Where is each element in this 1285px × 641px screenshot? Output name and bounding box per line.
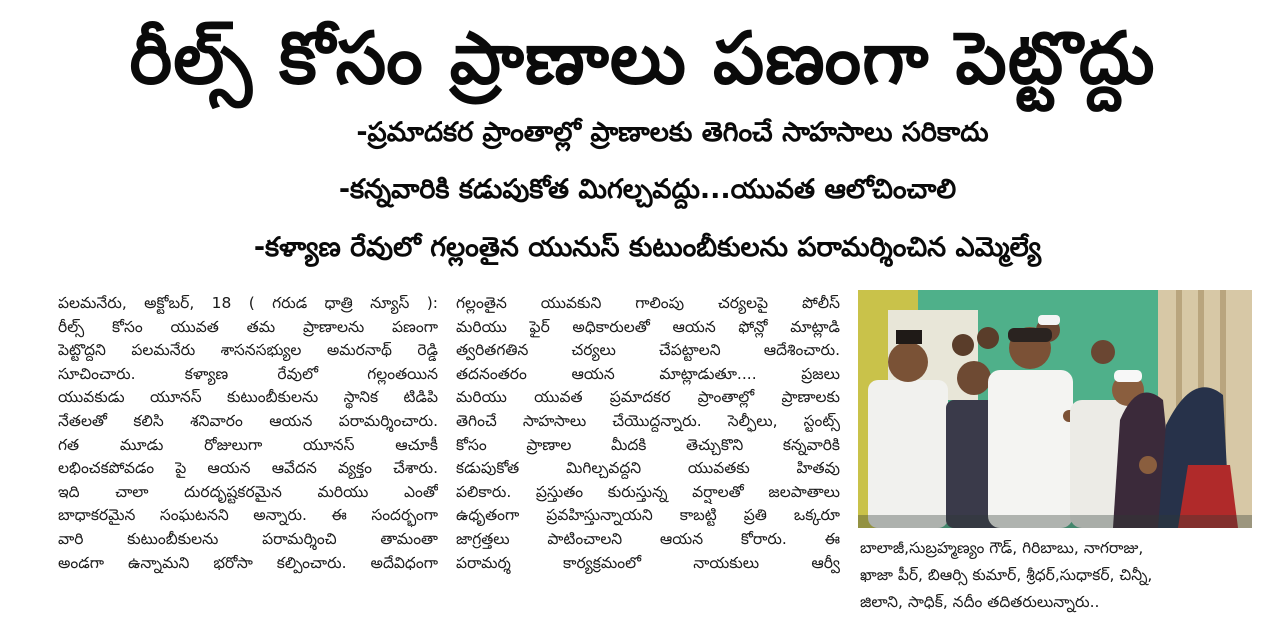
caption-line: జిలాని, సాధిక్, నదీం తదితరులున్నారు.. bbox=[860, 593, 1100, 611]
subheading-1: -ప్రమాదకర ప్రాంతాల్లో ప్రాణాలకు తెగించే సాహసాలు సరికాదు bbox=[356, 117, 989, 148]
text-line: నేతలతో కలిసి శనివారం ఆయన పరామర్శించారు. bbox=[58, 411, 438, 430]
text-line: త్వరితగతిన చర్యలు చేపట్టాలని ఆదేశించారు. bbox=[456, 341, 840, 360]
text-line: కడుపుకోత మిగిల్చవద్దని యువతకు హితవు bbox=[456, 459, 840, 478]
headline: రీల్స్ కోసం ప్రాణాలు పణంగా పెట్టొద్దు bbox=[129, 16, 1156, 100]
subheading-3: -కళ్యాణ రేవులో గల్లంతైన యునుస్ కుటుంబీకులను పరామర్శించిన ఎమ్మెల్యే bbox=[253, 232, 1042, 263]
text-line: పెట్టొద్దని పలమనేరు శాసనసభ్యుల అమరనాథ్ రెడ్డి bbox=[58, 341, 438, 360]
text-line: వారి కుటుంబీకులను పరామర్శించి తామంతా bbox=[58, 529, 438, 548]
text-line: మరియు ఫైర్ అధికారులతో ఆయన ఫోన్లో మాట్లాడి bbox=[456, 317, 840, 336]
text-line: అండగా ఉన్నామని భరోసా కల్పించారు. అదేవిధంగా bbox=[58, 553, 438, 572]
text-line: పరామర్శ కార్యక్రమంలో నాయకులు ఆర్వీ bbox=[456, 553, 840, 572]
photo-caption bbox=[860, 535, 1252, 616]
text-line: గల్లంతైన యువకుని గాలింపు చర్యలపై పోలీస్ bbox=[456, 294, 840, 312]
article-column-1 bbox=[58, 292, 438, 575]
text-line: కోసం ప్రాణాల మీదకి తెచ్చుకొని కన్నవారికి bbox=[456, 435, 840, 454]
text-line: పలికారు. ప్రస్తుతం కురుస్తున్న వర్షాలతో జలపాతాలు bbox=[456, 482, 840, 501]
text-line: సూచించారు. కళ్యాణ రేవులో గల్లంతయిన bbox=[58, 364, 438, 383]
text-line: తెగించే సాహసాలు చేయొద్దన్నారు. సెల్ఫీలు, స్టంట్స్ bbox=[456, 411, 840, 430]
subheading-2: -కన్నవారికి కడుపుకోత మిగల్చవద్దు...యువత ఆలోచించాలి bbox=[338, 174, 957, 205]
text-line: ఇది చాలా దురదృష్టకరమైన మరియు ఎంతో bbox=[58, 482, 438, 501]
text-line: మరియు యువత ప్రమాదకర ప్రాంతాల్లో ప్రాణాలకు bbox=[456, 388, 840, 407]
text-line: గత మూడు రోజులుగా యూనస్ ఆచూకీ bbox=[58, 435, 438, 454]
caption-line: బాలాజీ,సుబ్రహ్మణ్యం గౌడ్, గిరిబాబు, నాగరాజు, bbox=[860, 539, 1144, 557]
news-photo bbox=[858, 290, 1252, 528]
text-line: యువకుడు యూనస్ కుటుంబీకులను స్థానిక టిడిపి bbox=[58, 388, 438, 407]
caption-line: ఖాజా పీర్, బిఆర్సి కుమార్, శ్రీధర్,సుధాకర్, చిన్నీ, bbox=[860, 566, 1153, 584]
text-line: రీల్స్ కోసం యువత తమ ప్రాణాలను పణంగా bbox=[58, 317, 438, 336]
article-column-2 bbox=[456, 292, 840, 575]
text-line: తదనంతరం ఆయన మాట్లాడుతూ.... ప్రజలు bbox=[456, 364, 840, 383]
text-line: లభించకపోవడం పై ఆయన ఆవేదన వ్యక్తం చేశారు. bbox=[58, 459, 438, 478]
text-line: జాగ్రత్తలు పాటించాలని ఆయన కోరారు. ఈ bbox=[456, 529, 840, 548]
text-line: పలమనేరు, అక్టోబర్, 18 ( గరుడ ధాత్రి న్యూస్ ): bbox=[58, 294, 438, 312]
text-line: బాధాకరమైన సంఘటనని అన్నారు. ఈ సందర్భంగా bbox=[58, 506, 438, 525]
text-line: ఉధృతంగా ప్రవహిస్తున్నాయని కాబట్టి ప్రతి ఒక్కరూ bbox=[456, 506, 840, 525]
